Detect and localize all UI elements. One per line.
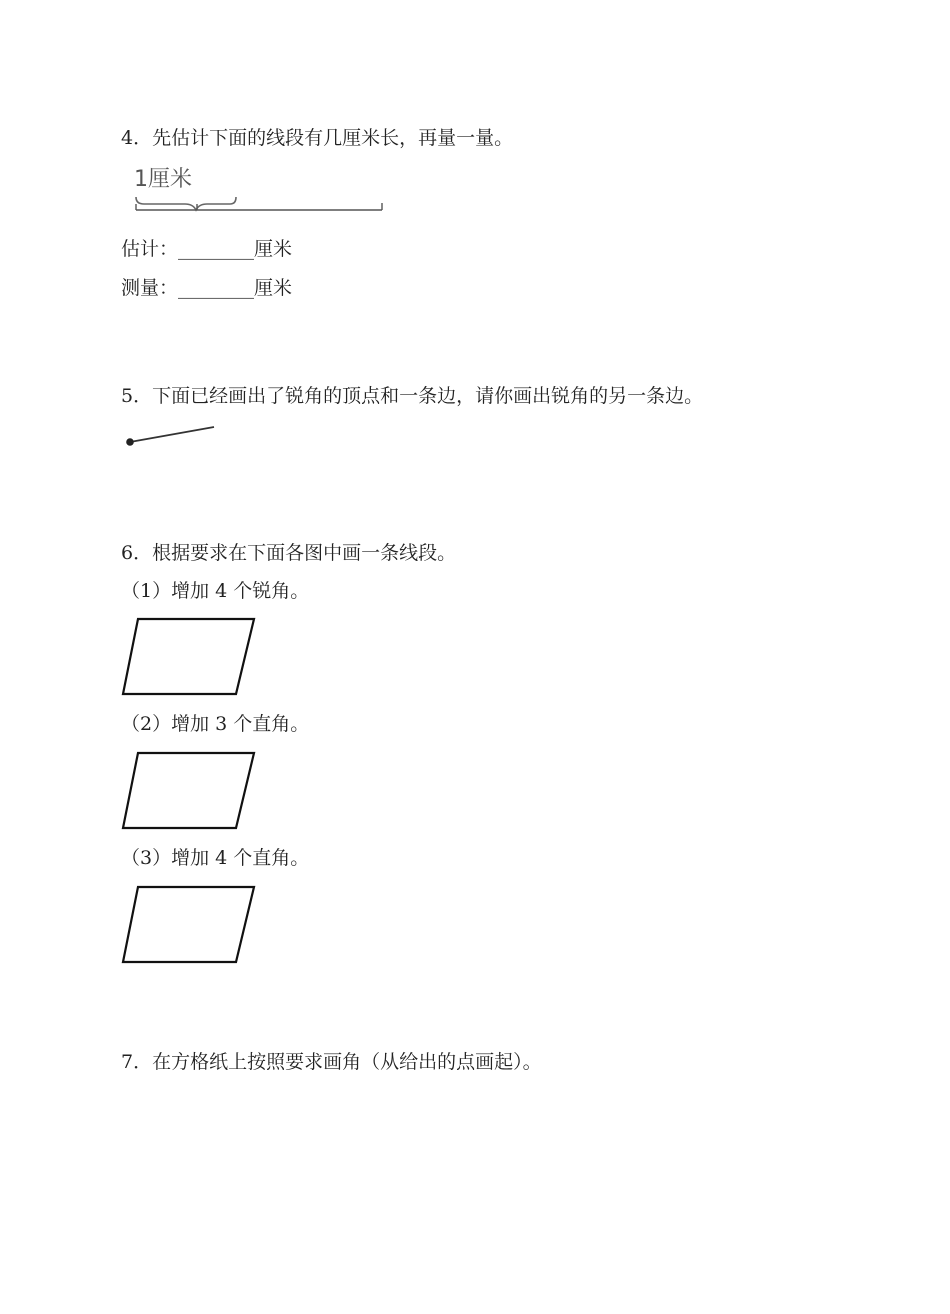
q7-question: 7．在方格纸上按照要求画角（从给出的点画起）。 <box>121 1051 542 1073</box>
measure-blank[interactable]: ________ <box>178 277 255 299</box>
q4-question: 4．先估计下面的线段有几厘米长，再量一量。 <box>121 127 514 149</box>
q6-sub1: （1）增加 4 个锐角。 <box>121 580 310 602</box>
estimate-blank[interactable]: ________ <box>178 238 255 260</box>
q6-sub3: （3）增加 4 个直角。 <box>121 847 310 869</box>
estimate-label: 估计： <box>121 238 179 260</box>
segment-with-cm-brace <box>130 190 390 230</box>
q5-question: 5．下面已经画出了锐角的顶点和一条边，请你画出锐角的另一条边。 <box>121 385 704 407</box>
estimate-line <box>121 237 292 261</box>
q6-sub2: （2）增加 3 个直角。 <box>121 713 310 735</box>
measure-line <box>121 276 292 300</box>
parallelogram-3 <box>121 885 261 965</box>
acute-angle-ray <box>122 424 222 454</box>
q6-question: 6．根据要求在下面各图中画一条线段。 <box>121 542 457 564</box>
ruler-label: 1厘米 <box>134 167 192 192</box>
parallelogram-2 <box>121 751 261 831</box>
estimate-unit: 厘米 <box>254 238 293 260</box>
measure-unit: 厘米 <box>254 277 293 299</box>
parallelogram-1 <box>121 617 261 697</box>
measure-label: 测量： <box>121 277 179 299</box>
